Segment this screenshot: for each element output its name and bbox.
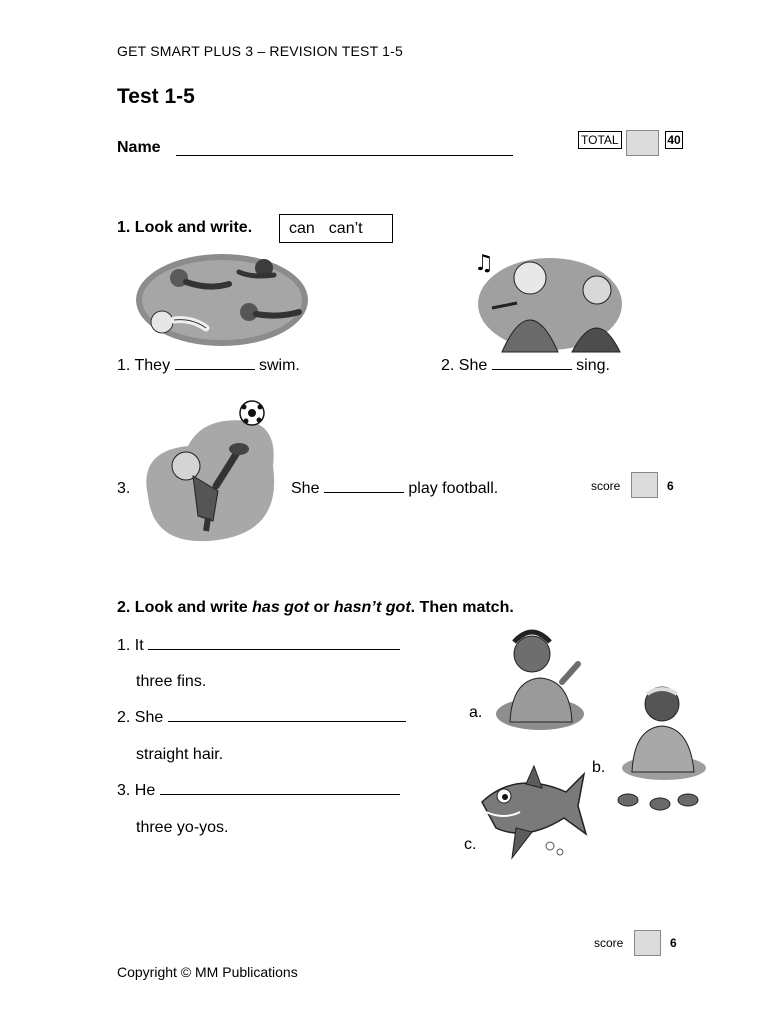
s2-title-post: . Then match.	[410, 599, 514, 616]
s1-item-3	[291, 480, 498, 498]
s1-item-2-prefix: 2. She	[441, 357, 488, 374]
s2-title-has-got: has got	[252, 599, 310, 616]
svg-text:♫: ♫	[474, 251, 494, 276]
s2-item-3	[117, 782, 400, 800]
word-cant: can’t	[328, 220, 363, 237]
s1-item-2-blank[interactable]	[492, 369, 572, 370]
page-header: GET SMART PLUS 3 – REVISION TEST 1-5	[117, 43, 404, 59]
s2-item-1-prefix: 1. It	[117, 637, 144, 654]
football-girl-illustration	[138, 396, 282, 546]
s1-item-1-blank[interactable]	[175, 369, 255, 370]
name-field-line[interactable]	[176, 155, 513, 156]
s1-score-box[interactable]	[631, 472, 658, 498]
s1-score-max: 6	[667, 479, 674, 493]
s2-item-1-cont: three fins.	[136, 673, 207, 690]
section2-title	[117, 599, 514, 617]
page-title: Test 1-5	[117, 85, 195, 108]
s2-score-box[interactable]	[634, 930, 661, 956]
s2-title-hasnt-got: hasn’t got	[333, 599, 411, 616]
s1-item-1	[117, 357, 300, 375]
s1-item-1-rest: swim.	[258, 357, 300, 374]
s2-score-label: score	[594, 936, 624, 950]
shark-illustration	[476, 762, 588, 862]
letter-b: b.	[592, 759, 606, 776]
s2-title-mid: or	[309, 599, 334, 616]
football-icon	[240, 401, 264, 425]
music-note-icon	[474, 251, 494, 276]
s2-item-2-prefix: 2. She	[117, 709, 164, 726]
singer-illustration	[462, 248, 632, 352]
boy-yoyos-illustration	[614, 680, 708, 822]
total-max: 40	[665, 131, 683, 149]
swimmers-illustration	[134, 250, 310, 350]
total-label: TOTAL	[578, 131, 622, 149]
s2-item-2-blank[interactable]	[168, 721, 406, 722]
copyright-footer: Copyright © MM Publications	[117, 964, 298, 980]
name-label: Name	[117, 139, 161, 156]
section1-title: 1. Look and write.	[117, 219, 253, 236]
s2-item-3-blank[interactable]	[160, 794, 400, 795]
s1-item-3-num: 3.	[117, 480, 131, 497]
word-can: can	[289, 220, 315, 237]
s1-item-3-rest: play football.	[408, 480, 499, 497]
s2-title-pre: 2. Look and write	[117, 599, 253, 616]
s2-item-2	[117, 709, 406, 727]
yoyos-icon	[618, 794, 698, 810]
girl-braids-illustration	[490, 622, 586, 730]
word-box	[279, 214, 393, 243]
s2-item-1	[117, 637, 400, 655]
s2-item-3-prefix: 3. He	[117, 782, 156, 799]
s2-score-max: 6	[670, 936, 677, 950]
s1-item-1-prefix: 1. They	[117, 357, 171, 374]
s1-item-2-rest: sing.	[576, 357, 610, 374]
s1-item-3-blank[interactable]	[324, 492, 404, 493]
s1-item-3-prefix: She	[291, 480, 320, 497]
s2-item-2-cont: straight hair.	[136, 746, 224, 763]
s1-item-2	[441, 357, 610, 375]
s2-item-1-blank[interactable]	[148, 649, 400, 650]
s1-score-label: score	[591, 479, 621, 493]
s2-item-3-cont: three yo-yos.	[136, 819, 229, 836]
letter-c: c.	[464, 836, 477, 853]
letter-a: a.	[469, 704, 483, 721]
total-score-box[interactable]	[626, 130, 659, 156]
